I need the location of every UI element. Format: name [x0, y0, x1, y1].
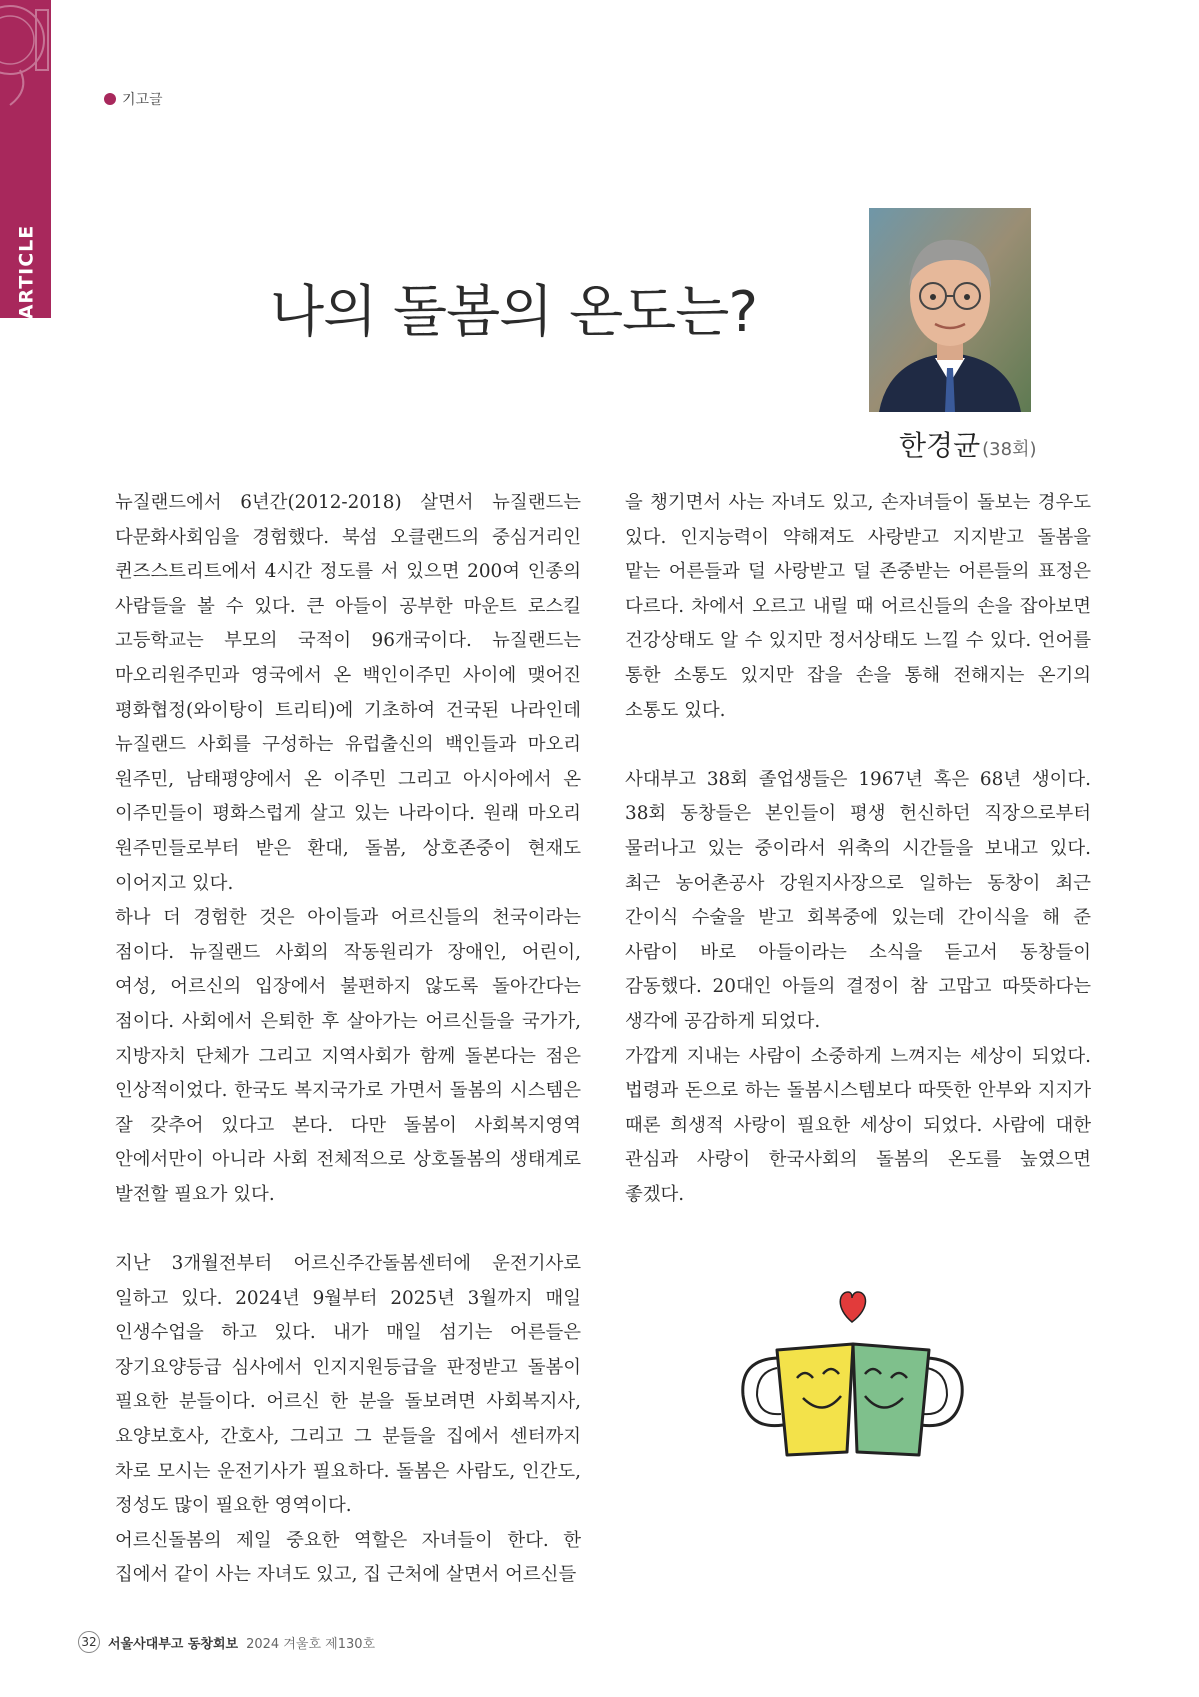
paragraph: 하나 더 경험한 것은 아이들과 어르신들의 천국이라는 점이다. 뉴질랜드 사회의 작동원리가 장애인, 어린이, 여성, 어르신의 입장에서 불편하지 않도록 돌아간다는 점이다. 사회에서 은퇴한 후 살아가는 어르신들을 국가가, 지방자치 단체가 그리고 지역사회가 함께 돌본다는 점은 인상적이었다. 한국도 복지국가로 가면서 돌봄의 시스템은 잘 갖추어 있다고 본다. 다만 돌봄이 사회복지영역 안에서만이 아니라 사회 전체적으로 상호돌봄의 생태계로 발전할 필요가 있다. [115, 907, 581, 1205]
publication-issue: 2024 겨울호 제130호 [246, 1636, 376, 1652]
paragraph: 지난 3개월전부터 어르신주간돌봄센터에 운전기사로 일하고 있다. 2024년 9월부터 2025년 3월까지 매일 인생수업을 하고 있다. 내가 매일 섬기는 어른들은 장기요양등급 심사에서 인지지원등급을 판정받고 돌봄이 필요한 분들이다. 어르신 한 분을 돌보려면 사회복지사, 요양보호사, 간호사, 그리고 그 분들을 집에서 센터까지 차로 모시는 운전기사가 필요하다. 돌봄은 사람도, 인간도, 정성도 많이 필요한 영역이다. [115, 1253, 581, 1517]
page-footer [78, 1631, 375, 1653]
author-byline [899, 424, 1037, 464]
paragraph: 가깝게 지내는 사람이 소중하게 느껴지는 세상이 되었다. 법령과 돈으로 하는 돌봄시스템보다 따뜻한 안부와 지지가 때론 희생적 사랑이 필요한 세상이 되었다. 사람에 대한 관심과 사랑이 한국사회의 돌봄의 온도를 높였으면 좋겠다. [625, 1045, 1091, 1205]
side-accent-band [0, 0, 51, 318]
bullet-dot-icon [104, 93, 116, 105]
paragraph: 을 챙기면서 사는 자녀도 있고, 손자녀들이 돌보는 경우도 있다. 인지능력이 약해져도 사랑받고 지지받고 돌봄을 맡는 어른들과 덜 사랑받고 덜 존중받는 어른들의 표정은 다르다. 차에서 오르고 내릴 때 어르신들의 손을 잡아보면 건강상태도 알 수 있지만 정서상태도 느낄 수 있다. 언어를 통한 소통도 있지만 잡을 손을 통해 전해지는 온기의 소통도 있다. [625, 492, 1091, 721]
page-number: 32 [78, 1631, 100, 1653]
author-name: 한경균 [899, 429, 981, 462]
heart-icon [840, 1292, 865, 1322]
article-column-right [625, 486, 1091, 1212]
author-class-year: (38회) [982, 439, 1037, 460]
section-tag [104, 89, 163, 109]
school-emblem-icon [0, 0, 51, 118]
article-side-label [2, 224, 50, 320]
section-tag-label: 기고글 [122, 92, 163, 108]
paragraph: 사대부고 38회 졸업생들은 1967년 혹은 68년 생이다. 38회 동창들은 본인들이 평생 헌신하던 직장으로부터 물러나고 있는 중이라서 위축의 시간들을 보내고 있다. 최근 농어촌공사 강원지사장으로 일하는 동창이 최근 간이식 수술을 받고 회복중에 있는데 간이식을 해 준 사람이 바로 아들이라는 소식을 듣고서 동창들이 감동했다. 20대인 아들의 결정이 참 고맙고 따뜻하다는 생각에 공감하게 되었다. [625, 768, 1091, 1032]
article-label-text: ARTICLE [15, 224, 38, 320]
article-title: 나의 돌봄의 온도는? [270, 280, 758, 345]
paragraph: 어르신돌봄의 제일 중요한 역할은 자녀들이 한다. 한 집에서 같이 사는 자녀도 있고, 집 근처에 살면서 어르신들 [115, 1529, 581, 1586]
publication-name: 서울사대부고 동창회보 [108, 1636, 239, 1652]
paragraph: 뉴질랜드에서 6년간(2012-2018) 살면서 뉴질랜드는 다문화사회임을 경험했다. 북섬 오클랜드의 중심거리인 퀸즈스트리트에서 4시간 정도를 서 있으면 200여 인종의 사람들을 볼 수 있다. 큰 아들이 공부한 마운트 로스킬 고등학교는 부모의 국적이 96개국이다. 뉴질랜드는 마오리원주민과 영국에서 온 백인이주민 사이에 맺어진 평화협정(와이탕이 트리티)에 기초하여 건국된 나라인데 뉴질랜드 사회를 구성하는 유럽출신의 백인들과 마오리 원주민, 남태평양에서 온 이주민 그리고 아시아에서 온 이주민들이 평화스럽게 살고 있는 나라이다. 원래 마오리 원주민들로부터 받은 환대, 돌봄, 상호존중이 현재도 이어지고 있다. [115, 492, 581, 894]
smiling-mugs-illustration [735, 1280, 970, 1470]
author-portrait [869, 208, 1031, 412]
article-column-left [115, 486, 581, 1593]
